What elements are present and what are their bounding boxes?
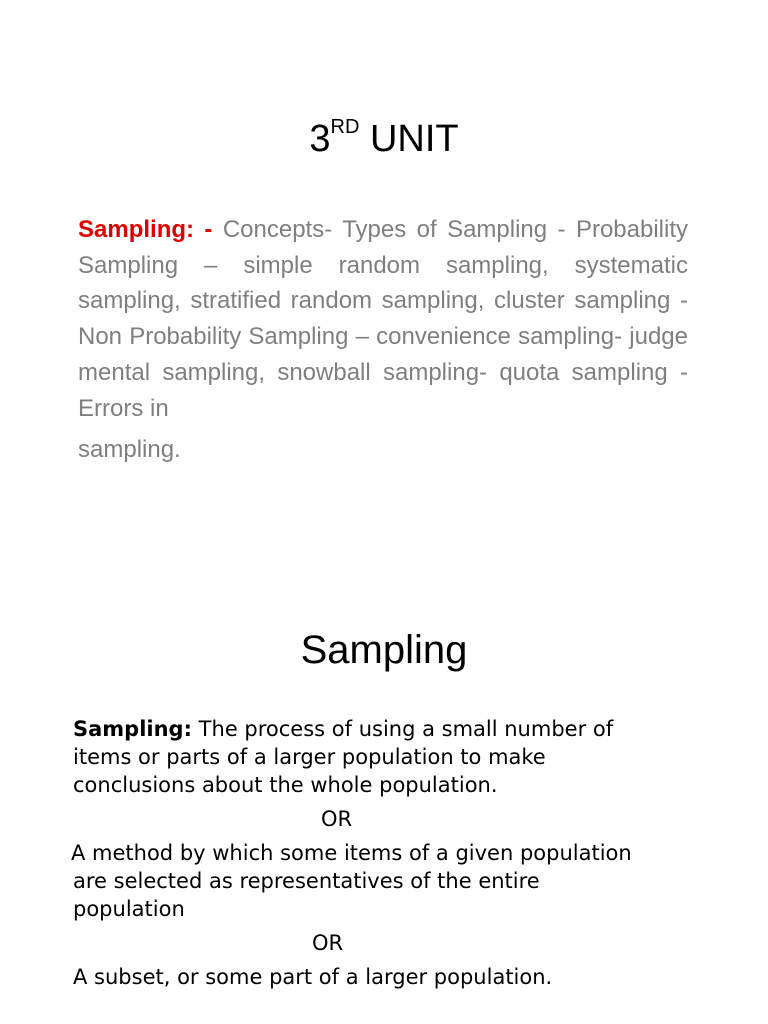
definition2-line3: population <box>73 897 185 921</box>
definition1-line2: items or parts of a larger population to make <box>73 745 546 769</box>
section-title: Sampling <box>300 628 468 672</box>
definition1-line1-text: The process of using a small number of <box>192 717 614 741</box>
unit-title-text: UNIT <box>359 118 459 160</box>
syllabus-lead: Sampling: - <box>78 216 213 243</box>
syllabus-paragraph <box>78 212 688 468</box>
or-separator-2: OR <box>312 931 344 955</box>
unit-title-superscript: RD <box>330 116 360 139</box>
or-separator-1: OR <box>321 807 353 831</box>
syllabus-body: Concepts- Types of Sampling - Probability Sampling – simple random sampling, systematic sampling, stratified random sampling, cluster sampling -Non Probability Sampling – convenience sampling- judge mental sampling, snowball sampling- quota sampling - Errors in <box>78 216 689 422</box>
definition2-line2: are selected as representatives of the entire <box>73 869 540 893</box>
definition1-term: Sampling: <box>73 717 192 741</box>
unit-title-number: 3 <box>309 118 331 160</box>
slide-sampling-definition <box>0 512 768 1024</box>
unit-title <box>0 116 768 160</box>
definition1-line1 <box>73 715 613 743</box>
definition1-line3: conclusions about the whole population. <box>73 773 498 797</box>
definition2-line1: A method by which some items of a given population <box>71 841 632 865</box>
definition3: A subset, or some part of a larger population. <box>73 965 553 989</box>
syllabus-last-line: sampling. <box>78 436 181 464</box>
